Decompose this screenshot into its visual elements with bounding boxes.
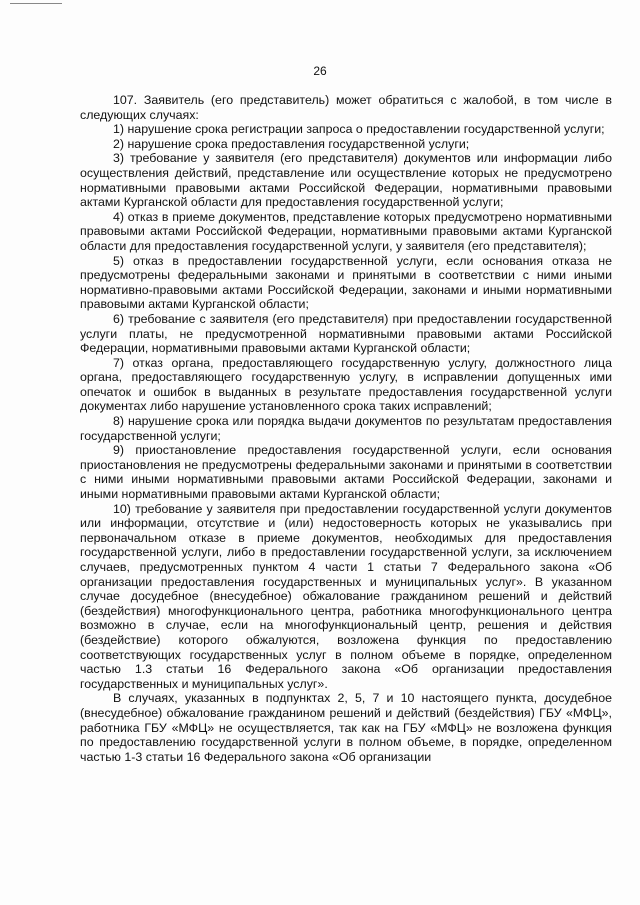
list-item-10: 10) требование у заявителя при предоставлении государственной услуги документов или информации, отсутствие и (или) недостоверность которых не указывались при первоначальном отказе в приеме документов, необходимых для предоставления государственной услуги, либо в предоставлении государственной услуги, за исключением случаев, предусмотренных пунктом 4 части 1 статьи 7 Федерального закона «Об организации предоставления государственных и муниципальных услуг». В указанном случае досудебное (внесудебное) обжалование гражданином решений и действий (бездействия) многофункционального центра, работника многофункционального центра возможно в случае, если на многофункциональный центр, решения и действия (бездействие) которого обжалуются, возложена функция по предоставлению соответствующих государственных услуг в полном объеме в порядке, определенном частью 1.3 статьи 16 Федерального закона «Об организации предоставления государственных и муниципальных услуг». — [80, 501, 612, 691]
document-body — [80, 93, 612, 764]
list-item-6: 6) требование с заявителя (его представителя) при предоставлении государственной услуги платы, не предусмотренной нормативными правовыми актами Российской Федерации, нормативными правовыми актами Курганской области; — [80, 311, 612, 356]
list-item-9: 9) приостановление предоставления государственной услуги, если основания приостановления не предусмотрены федеральными законами и принятыми в соответствии с ними иными нормативными правовыми актами Российской Федерации, законами и иными нормативными правовыми актами Курганской области; — [80, 443, 612, 502]
list-item-5: 5) отказ в предоставлении государственной услуги, если основания отказа не предусмотрены федеральными законами и принятыми в соответствии с ними иными нормативно-правовыми актами Российской Федерации, законами и иными нормативными правовыми актами Курганской области; — [80, 253, 612, 312]
page-number: 26 — [313, 64, 327, 78]
list-item-4: 4) отказ в приеме документов, представление которых предусмотрено нормативными правовыми актами Российской Федерации, нормативными правовыми актами Курганской области для предоставления государственной услуги, у заявителя (его представителя); — [80, 209, 612, 253]
list-item-7: 7) отказ органа, предоставляющего государственную услугу, должностного лица органа, предоставляющего государственную услугу, в исправлении допущенных ими опечаток и ошибок в выданных в результате предоставления государственной услуги документах либо нарушение установленного срока таких исправлений; — [80, 355, 612, 414]
paragraph-107: 107. Заявитель (его представитель) может обратиться с жалобой, в том числе в следующих случаях: — [80, 93, 612, 122]
closing-paragraph: В случаях, указанных в подпунктах 2, 5, 7 и 10 настоящего пункта, досудебное (внесудебное) обжалование гражданином решений и действий (бездействия) ГБУ «МФЦ», работника ГБУ «МФЦ» не осуществляется, так как на ГБУ «МФЦ» не возложена функция по предоставлению государственной услуги в полном объеме, в порядке, определенном частью 1-3 статьи 16 Федерального закона «Об организации — [80, 691, 612, 764]
list-item-3: 3) требование у заявителя (его представителя) документов или информации либо осуществления действий, представление или осуществление которых не предусмотрено нормативными правовыми актами Российской Федерации, нормативными правовыми актами Курганской области для предоставления государственной услуги; — [80, 151, 612, 210]
list-item-2: 2) нарушение срока предоставления государственной услуги; — [113, 136, 470, 151]
list-item-8: 8) нарушение срока или порядка выдачи документов по результатам предоставления государственной услуги; — [80, 414, 612, 443]
top-edge-mark — [10, 3, 62, 4]
list-item-1: 1) нарушение срока регистрации запроса о предоставлении государственной услуги; — [113, 122, 605, 137]
